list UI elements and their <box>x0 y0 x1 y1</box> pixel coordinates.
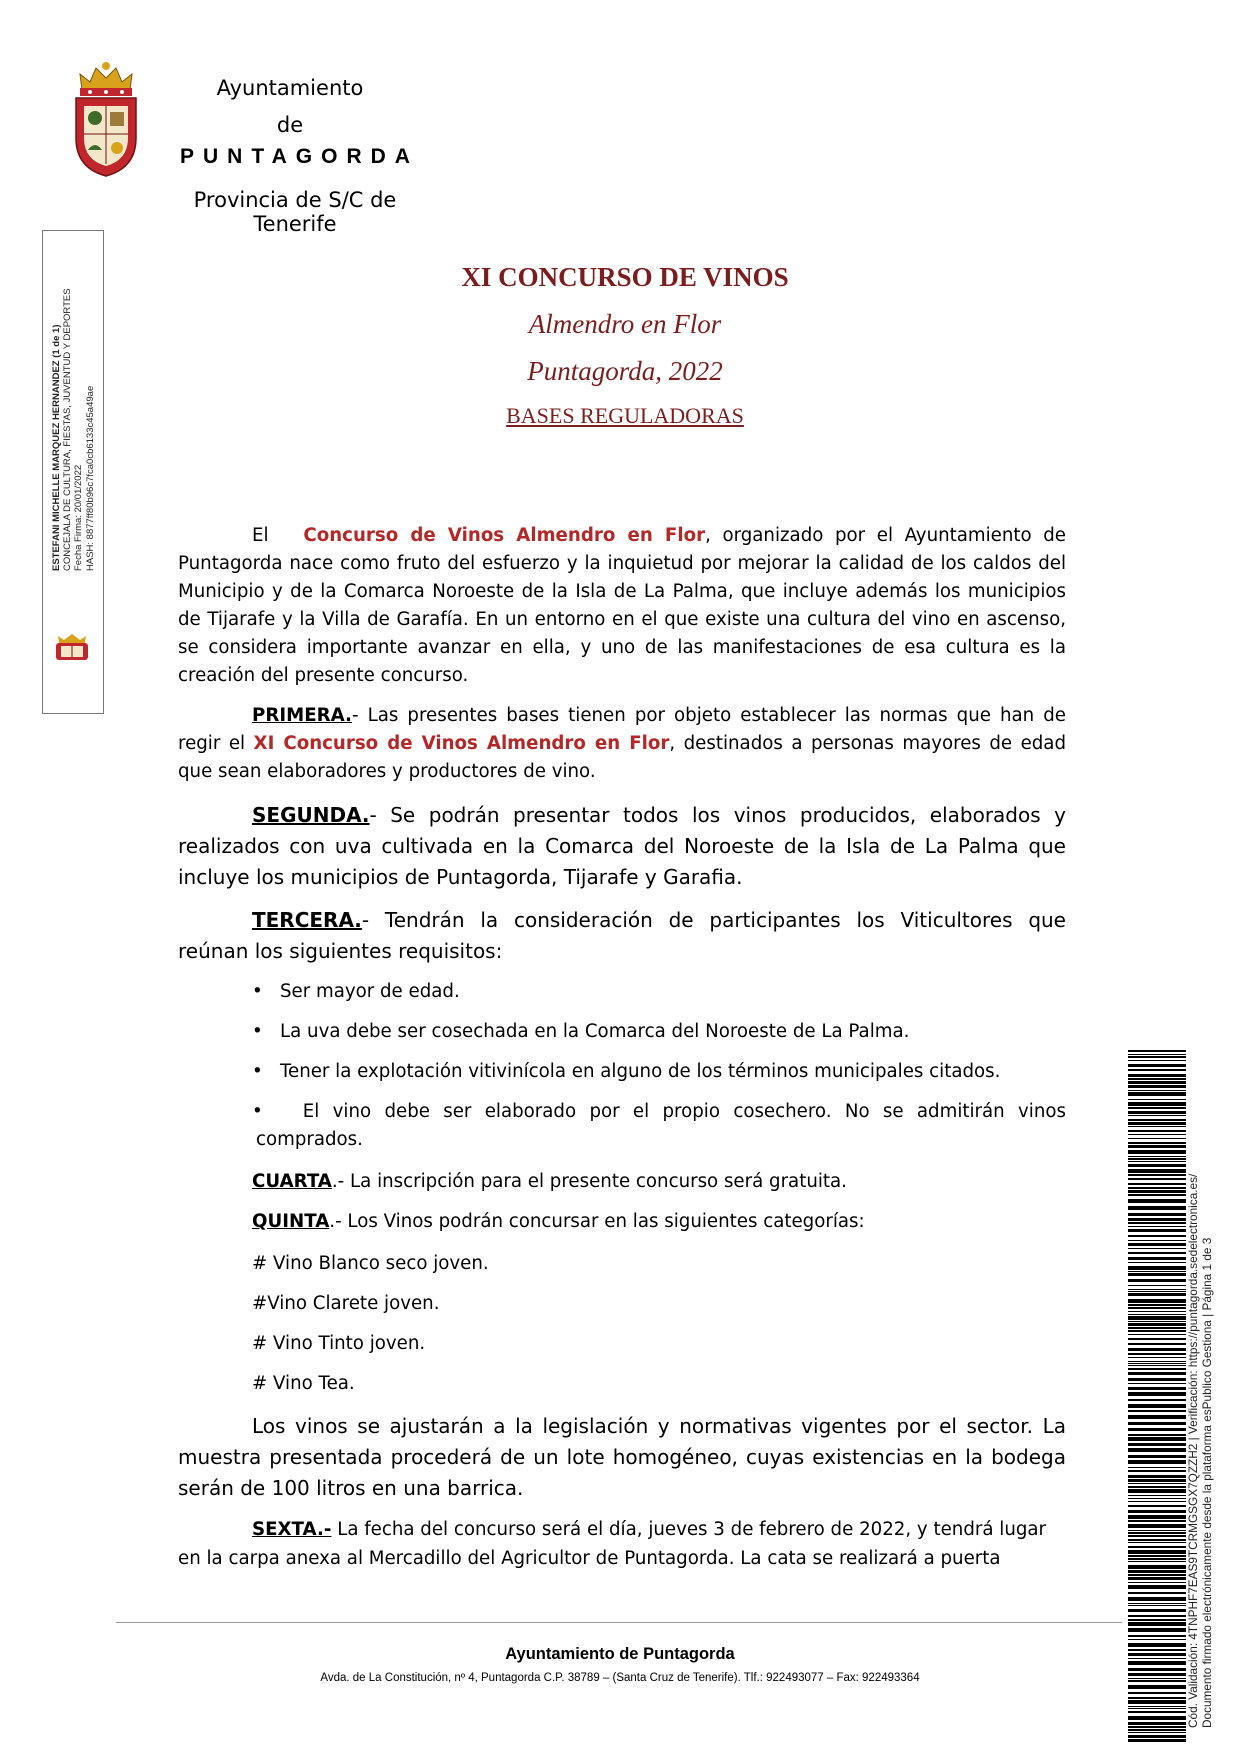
barcode-bar <box>1128 1213 1186 1216</box>
barcode-bar <box>1128 1530 1186 1531</box>
requirement-text: Tener la explotación vitivinícola en alguno de los términos municipales citados. <box>280 1061 1001 1082</box>
barcode-bar <box>1128 1649 1186 1651</box>
wines-regulation-paragraph: Los vinos se ajustarán a la legislación y normativas vigentes por el sector. La muestra presentada procederá de un lote homogéneo, cuyas existencias en la bodega serán de 100 litros en una barrica. <box>178 1414 1066 1500</box>
clause-primera-label: PRIMERA. <box>252 705 352 726</box>
clause-sexta-line-1 <box>252 1516 1066 1544</box>
clause-cuarta-text: .- La inscripción para el presente concurso será gratuita. <box>331 1171 847 1192</box>
barcode-bar <box>1128 1495 1186 1496</box>
barcode-bar <box>1128 1111 1186 1114</box>
barcode-bar <box>1128 1635 1186 1637</box>
barcode-bar <box>1128 1252 1186 1254</box>
barcode-bar <box>1128 1257 1186 1260</box>
small-coat-of-arms-icon <box>55 633 89 661</box>
barcode-bar <box>1128 1422 1186 1425</box>
barcode-bar <box>1128 1226 1186 1227</box>
clause-primera-text-a: Las presentes bases tienen por objeto establecer las normas que han de regir el <box>178 705 1066 754</box>
barcode-bar <box>1128 1056 1186 1058</box>
requirement-text-continued: comprados. <box>256 1129 363 1150</box>
barcode-bar <box>1128 1142 1186 1144</box>
barcode-bar <box>1128 1271 1186 1272</box>
barcode-bar <box>1128 1546 1186 1548</box>
barcode-bar <box>1128 1392 1186 1396</box>
barcode-bar <box>1128 1372 1186 1375</box>
barcode-bar <box>1128 1550 1186 1554</box>
barcode-bar <box>1128 1293 1186 1296</box>
barcode-bar <box>1128 1455 1186 1458</box>
footer-divider <box>116 1622 1122 1623</box>
barcode-bar <box>1128 1515 1186 1519</box>
barcode-bar <box>1128 1555 1186 1557</box>
barcode-bar <box>1128 1706 1186 1707</box>
barcode-bar <box>1128 1314 1186 1315</box>
barcode-bar <box>1128 1115 1186 1116</box>
clause-segunda <box>178 800 1066 893</box>
footer-organization: Ayuntamiento de Puntagorda <box>505 1645 735 1663</box>
intro-paragraph <box>178 522 1066 690</box>
barcode-bar <box>1128 1700 1186 1704</box>
barcode-bar <box>1128 1050 1186 1052</box>
barcode-bar <box>1128 1585 1186 1589</box>
verification-code-line: Cód. Validación: 4TNPHF7EAS9TCRMGSGX7QZZH2 | Verificación: https://puntagorda.sedelectronica.es/ <box>1186 1173 1200 1728</box>
barcode-bar <box>1128 1673 1186 1676</box>
clause-segunda-label: SEGUNDA. <box>252 803 370 827</box>
barcode-bar <box>1128 1174 1186 1176</box>
barcode-bar <box>1128 1434 1186 1436</box>
requirement-item <box>252 1018 910 1046</box>
barcode-bar <box>1128 1327 1186 1329</box>
barcode-bar <box>1128 1726 1186 1728</box>
barcode-bar <box>1128 1229 1186 1232</box>
barcode-bar <box>1128 1383 1186 1384</box>
barcode-bar <box>1128 1582 1186 1583</box>
footer-address: Avda. de La Constitución, nº 4, Puntagorda C.P. 38789 – (Santa Cruz de Tenerife). Tlf.: 922493077 – Fax: 922493364 <box>320 1672 920 1684</box>
barcode-bar <box>1128 1235 1186 1237</box>
barcode-bar <box>1128 1357 1186 1358</box>
barcode-bar <box>1128 1520 1186 1522</box>
barcode-bar <box>1128 1399 1186 1401</box>
requirement-item <box>252 978 460 1006</box>
barcode-bar <box>1128 1378 1186 1381</box>
requirement-text: Ser mayor de edad. <box>280 981 460 1002</box>
barcode-bar <box>1128 1729 1186 1731</box>
barcode-bar <box>1128 1156 1186 1157</box>
barcode-bar <box>1128 1539 1186 1541</box>
barcode-bar <box>1128 1199 1186 1203</box>
barcode-bar <box>1128 1311 1186 1312</box>
barcode-bar <box>1128 1299 1186 1303</box>
barcode-bar <box>1128 1475 1186 1478</box>
barcode-bar <box>1128 1467 1186 1468</box>
requirement-text: La uva debe ser cosechada en la Comarca del Noroeste de La Palma. <box>280 1021 910 1042</box>
clause-primera <box>178 702 1066 786</box>
barcode-bar <box>1128 1194 1186 1196</box>
clause-cuarta-label: CUARTA <box>252 1171 332 1192</box>
requirement-item <box>252 1058 1001 1086</box>
barcode-bar <box>1128 1428 1186 1431</box>
barcode-bar <box>1128 1178 1186 1180</box>
barcode-bar <box>1128 1628 1186 1632</box>
barcode-bar <box>1128 1685 1186 1689</box>
signer-name: ESTEFANI MICHELLE MARQUEZ HERNANDEZ (1 de 1) <box>51 324 62 571</box>
barcode-bar <box>1128 1615 1186 1617</box>
barcode-bar <box>1128 1732 1186 1733</box>
barcode-bar <box>1128 1090 1186 1091</box>
barcode-bar <box>1128 1643 1186 1647</box>
barcode-bar <box>1128 1126 1186 1127</box>
barcode-bar <box>1128 1085 1186 1088</box>
barcode-bar <box>1128 1321 1186 1322</box>
barcode-bar <box>1128 1161 1186 1162</box>
barcode-bar <box>1128 1661 1186 1665</box>
barcode-bar <box>1128 1064 1186 1067</box>
barcode-bar <box>1128 1222 1186 1224</box>
barcode-bar <box>1128 1486 1186 1488</box>
clause-primera-contest: XI Concurso de Vinos Almendro en Flor <box>253 733 670 754</box>
barcode-bar <box>1128 1510 1186 1513</box>
clause-primera-dash: - <box>351 705 359 726</box>
clause-tercera-text: - Tendrán la consideración de participantes los Viticultores que reúnan los siguientes requisitos: <box>178 908 1066 963</box>
barcode-bar <box>1128 1410 1186 1412</box>
verification-platform-line: Documento firmado electrónicamente desde la plataforma esPublico Gestiona | Página 1 de 3 <box>1200 1237 1214 1728</box>
barcode-bar <box>1128 1206 1186 1210</box>
barcode-bar <box>1128 1619 1186 1621</box>
barcode-bar <box>1128 1722 1186 1725</box>
signature-text <box>51 241 96 571</box>
barcode-bar <box>1128 1658 1186 1659</box>
document-section-heading: BASES REGULADORAS <box>506 403 744 428</box>
barcode-bar <box>1128 1069 1186 1071</box>
wine-category: # Vino Tea. <box>252 1373 355 1394</box>
signature-date: Fecha Firma: 20/01/2022 <box>73 464 85 571</box>
clause-segunda-text: - Se podrán presentar todos los vinos producidos, elaborados y realizados con uva cultivada en la Comarca del Noroeste de la Isla de La Palma que incluye los municipios de Puntagorda, Tijarafe y Garafia. <box>178 803 1066 889</box>
municipality-name: PUNTAGORDA <box>180 145 419 168</box>
validation-barcode <box>1128 1050 1186 1742</box>
barcode-bar <box>1128 1501 1186 1502</box>
clause-quinta-text: .- Los Vinos podrán concursar en las siguientes categorías: <box>329 1211 865 1232</box>
clause-tercera <box>178 905 1066 967</box>
intro-text-a: El <box>252 525 269 546</box>
bullet-icon: • <box>252 981 263 1002</box>
barcode-bar <box>1128 1102 1186 1106</box>
clause-sexta-line-2: en la carpa anexa al Mercadillo del Agricultor de Puntagorda. La cata se realizará a puerta <box>178 1548 1001 1569</box>
barcode-bar <box>1128 1489 1186 1493</box>
wine-category: #Vino Clarete joven. <box>252 1293 440 1314</box>
barcode-bar <box>1128 1711 1186 1713</box>
barcode-bar <box>1128 1291 1186 1292</box>
barcode-bar <box>1128 1498 1186 1499</box>
barcode-bar <box>1128 1692 1186 1694</box>
barcode-bar <box>1128 1316 1186 1320</box>
bullet-icon: • <box>252 1061 263 1082</box>
barcode-bar <box>1128 1565 1186 1569</box>
signer-role: CONCEJALA DE CULTURA, FIESTAS, JUVENTUD Y DEPORTES <box>62 288 74 571</box>
barcode-bar <box>1128 1524 1186 1528</box>
barcode-bar <box>1128 1697 1186 1699</box>
barcode-bar <box>1128 1739 1186 1742</box>
barcode-bar <box>1128 1099 1186 1100</box>
barcode-bar <box>1128 1361 1186 1362</box>
barcode-bar <box>1128 1622 1186 1626</box>
barcode-bar <box>1128 1240 1186 1241</box>
barcode-bar <box>1128 1577 1186 1580</box>
document-place-year: Puntagorda, 2022 <box>527 356 723 386</box>
barcode-bar <box>1128 1262 1186 1263</box>
barcode-bar <box>1128 1348 1186 1351</box>
barcode-bar <box>1128 1716 1186 1720</box>
clause-quinta <box>252 1208 1066 1236</box>
barcode-bar <box>1128 1338 1186 1340</box>
barcode-bar <box>1128 1130 1186 1132</box>
wine-category: # Vino Blanco seco joven. <box>252 1253 489 1274</box>
barcode-bar <box>1128 1248 1186 1249</box>
barcode-bar <box>1128 1535 1186 1537</box>
barcode-bar <box>1128 1561 1186 1562</box>
barcode-bar <box>1128 1266 1186 1270</box>
barcode-bar <box>1128 1119 1186 1121</box>
barcode-bar <box>1128 1363 1186 1364</box>
clause-quinta-label: QUINTA <box>252 1211 330 1232</box>
barcode-bar <box>1128 1122 1186 1125</box>
barcode-bar <box>1128 1187 1186 1189</box>
barcode-bar <box>1128 1483 1186 1484</box>
bullet-icon: • <box>252 1021 263 1042</box>
clause-tercera-label: TERCERA. <box>252 908 362 932</box>
barcode-bar <box>1128 1470 1186 1472</box>
barcode-bar <box>1128 1404 1186 1408</box>
barcode-bar <box>1128 1218 1186 1221</box>
barcode-bar <box>1128 1134 1186 1135</box>
requirement-text: El vino debe ser elaborado por el propio cosechero. No se admitirán vinos <box>302 1101 1066 1122</box>
clause-sexta-label: SEXTA.- <box>252 1519 332 1540</box>
barcode-bar <box>1128 1081 1186 1084</box>
barcode-bar <box>1128 1437 1186 1441</box>
barcode-bar <box>1128 1574 1186 1576</box>
barcode-bar <box>1128 1460 1186 1464</box>
barcode-bar <box>1128 1639 1186 1640</box>
barcode-bar <box>1128 1273 1186 1276</box>
barcode-bar <box>1128 1092 1186 1096</box>
barcode-bar <box>1128 1542 1186 1543</box>
barcode-bar <box>1128 1078 1186 1080</box>
clause-primera-text-b: , destinados a personas mayores de edad que sean elaboradores y productores de vino. <box>178 733 1066 782</box>
barcode-bar <box>1128 1680 1186 1682</box>
document-title: XI CONCURSO DE VINOS <box>461 262 789 292</box>
barcode-bar <box>1128 1169 1186 1173</box>
province-line: Provincia de S/C de Tenerife <box>193 188 397 236</box>
barcode-bar <box>1128 1330 1186 1332</box>
signature-stamp-box <box>42 230 104 714</box>
barcode-bar <box>1128 1307 1186 1309</box>
barcode-bar <box>1128 1368 1186 1370</box>
barcode-bar <box>1128 1708 1186 1709</box>
barcode-bar <box>1128 1107 1186 1109</box>
barcode-bar <box>1128 1334 1186 1335</box>
barcode-bar <box>1128 1653 1186 1656</box>
barcode-bar <box>1128 1365 1186 1366</box>
barcode-bar <box>1128 1060 1186 1061</box>
barcode-bar <box>1128 1289 1186 1290</box>
barcode-bar <box>1128 1415 1186 1419</box>
barcode-bar <box>1128 1609 1186 1612</box>
barcode-bar <box>1128 1304 1186 1306</box>
barcode-bar <box>1128 1279 1186 1282</box>
barcode-bar <box>1128 1735 1186 1738</box>
barcode-bar <box>1128 1605 1186 1606</box>
coat-of-arms-logo <box>72 60 140 178</box>
document-subtitle: Almendro en Flor <box>528 309 722 339</box>
clause-sexta-text-1: La fecha del concurso será el día, jueves 3 de febrero de 2022, y tendrá lugar <box>331 1519 1047 1540</box>
barcode-bar <box>1128 1597 1186 1601</box>
barcode-bar <box>1128 1285 1186 1286</box>
header-line-2: de <box>276 113 304 137</box>
clause-cuarta <box>252 1168 1066 1196</box>
barcode-bar <box>1128 1592 1186 1594</box>
barcode-bar <box>1128 1343 1186 1345</box>
barcode-bar <box>1128 1074 1186 1077</box>
barcode-bar <box>1128 1532 1186 1534</box>
verification-text <box>1186 1058 1214 1728</box>
barcode-bar <box>1128 1054 1186 1055</box>
barcode-bar <box>1128 1164 1186 1167</box>
barcode-bar <box>1128 1138 1186 1139</box>
barcode-bar <box>1128 1558 1186 1560</box>
barcode-bar <box>1128 1190 1186 1193</box>
intro-contest-name: Concurso de Vinos Almendro en Flor <box>303 525 706 546</box>
signature-hash: HASH: 8877ff80b96c7fca0cb6133c45a49ae <box>84 385 96 571</box>
barcode-bar <box>1128 1678 1186 1679</box>
barcode-bar <box>1128 1387 1186 1390</box>
barcode-bar <box>1128 1443 1186 1446</box>
barcode-bar <box>1128 1479 1186 1482</box>
barcode-bar <box>1128 1603 1186 1604</box>
barcode-bar <box>1128 1323 1186 1326</box>
barcode-bar <box>1128 1158 1186 1160</box>
barcode-bar <box>1128 1145 1186 1148</box>
intro-text-b: , organizado por el Ayuntamiento de Puntagorda nace como fruto del esfuerzo y la inquietud por mejorar la calidad de los caldos del Municipio y de la Comarca Noroeste de la Isla de La Palma, que incluye además los municipios de Tijarafe y la Villa de Garafía. En un entorno en el que existe una cultura del vino en ascenso, se considera importante avanzar en ella, y uno de las manifestaciones de esa cultura es la creación del presente concurso. <box>178 525 1066 686</box>
barcode-bar <box>1128 1353 1186 1355</box>
barcode-bar <box>1128 1668 1186 1671</box>
barcode-bar <box>1128 1243 1186 1246</box>
barcode-bar <box>1128 1570 1186 1573</box>
barcode-bar <box>1128 1505 1186 1507</box>
barcode-bar <box>1128 1150 1186 1154</box>
barcode-bar <box>1128 1183 1186 1185</box>
header-line-1: Ayuntamiento <box>216 76 364 100</box>
wine-category: # Vino Tinto joven. <box>252 1333 426 1354</box>
requirement-item <box>252 1098 1066 1126</box>
barcode-bar <box>1128 1448 1186 1452</box>
bullet-icon: • <box>252 1101 263 1122</box>
